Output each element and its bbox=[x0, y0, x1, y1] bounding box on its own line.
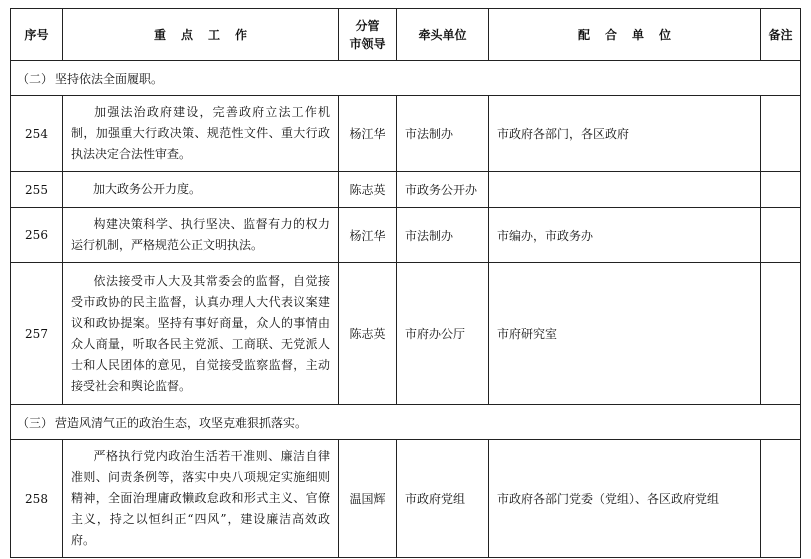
table-row bbox=[11, 440, 801, 558]
row-coop-unit: 市政府各部门党委（党组）、各区政府党组 bbox=[489, 440, 761, 558]
row-coop-unit: 市府研究室 bbox=[489, 263, 761, 405]
table-row bbox=[11, 208, 801, 263]
row-task bbox=[63, 263, 339, 405]
row-lead-unit: 市政府党组 bbox=[397, 440, 489, 558]
row-lead-unit: 市府办公厅 bbox=[397, 263, 489, 405]
row-number: 256 bbox=[11, 208, 63, 263]
row-task-text: 构建决策科学、执行坚决、监督有力的权力运行机制，严格规范公正文明执法。 bbox=[71, 217, 330, 252]
row-lead-unit: 市政务公开办 bbox=[397, 172, 489, 208]
row-leader: 陈志英 bbox=[339, 263, 397, 405]
row-task bbox=[63, 96, 339, 172]
row-task-text: 依法接受市人大及其常委会的监督，自觉接受市政协的民主监督，认真办理人大代表议案建议和政协提案。坚持有事好商量，众人的事情由众人商量，听取各民主党派、工商联、无党派人士和人民团体的意见，自觉接受监察监督，主动接受社会和舆论监督。 bbox=[71, 273, 330, 393]
header-row bbox=[11, 9, 801, 61]
header-leader-line1: 分管 bbox=[355, 18, 380, 33]
row-coop-unit bbox=[489, 172, 761, 208]
header-seq: 序号 bbox=[11, 9, 63, 61]
header-lead-unit: 牵头单位 bbox=[397, 9, 489, 61]
row-remark bbox=[761, 263, 801, 405]
row-task-text: 加大政务公开力度。 bbox=[93, 182, 202, 196]
section-row bbox=[11, 405, 801, 440]
section-heading bbox=[11, 61, 801, 96]
section-title: 坚持依法全面履职。 bbox=[55, 71, 164, 86]
row-task bbox=[63, 440, 339, 558]
table-row bbox=[11, 96, 801, 172]
header-coop-unit: 配合单位 bbox=[489, 9, 761, 61]
section-number: （二） bbox=[17, 71, 54, 86]
section-heading bbox=[11, 405, 801, 440]
row-leader: 陈志英 bbox=[339, 172, 397, 208]
row-task bbox=[63, 208, 339, 263]
row-remark bbox=[761, 172, 801, 208]
section-title: 营造风清气正的政治生态，攻坚克难狠抓落实。 bbox=[55, 415, 308, 430]
row-lead-unit: 市法制办 bbox=[397, 208, 489, 263]
section-number: （三） bbox=[17, 415, 54, 430]
row-coop-unit: 市编办，市政务办 bbox=[489, 208, 761, 263]
row-number: 258 bbox=[11, 440, 63, 558]
row-leader: 杨江华 bbox=[339, 96, 397, 172]
section-row bbox=[11, 61, 801, 96]
row-task-text: 严格执行党内政治生活若干准则、廉洁自律准则、问责条例等，落实中央八项规定实施细则精神，全面治理庸政懒政怠政和形式主义、官僚主义，持之以恒纠正“四风”，建设廉洁高效政府。 bbox=[71, 449, 330, 547]
table-row bbox=[11, 172, 801, 208]
row-task bbox=[63, 172, 339, 208]
row-lead-unit: 市法制办 bbox=[397, 96, 489, 172]
row-coop-unit: 市政府各部门，各区政府 bbox=[489, 96, 761, 172]
header-task: 重点工作 bbox=[63, 9, 339, 61]
row-leader: 杨江华 bbox=[339, 208, 397, 263]
header-leader bbox=[339, 9, 397, 61]
row-leader: 温国辉 bbox=[339, 440, 397, 558]
row-number: 255 bbox=[11, 172, 63, 208]
row-number: 257 bbox=[11, 263, 63, 405]
row-number: 254 bbox=[11, 96, 63, 172]
row-remark bbox=[761, 96, 801, 172]
table-row bbox=[11, 263, 801, 405]
work-table bbox=[10, 8, 801, 558]
row-remark bbox=[761, 440, 801, 558]
header-leader-line2: 市领导 bbox=[349, 36, 386, 51]
row-remark bbox=[761, 208, 801, 263]
row-task-text: 加强法治政府建设，完善政府立法工作机制，加强重大行政决策、规范性文件、重大行政执法决定合法性审查。 bbox=[71, 105, 330, 161]
header-remark: 备注 bbox=[761, 9, 801, 61]
